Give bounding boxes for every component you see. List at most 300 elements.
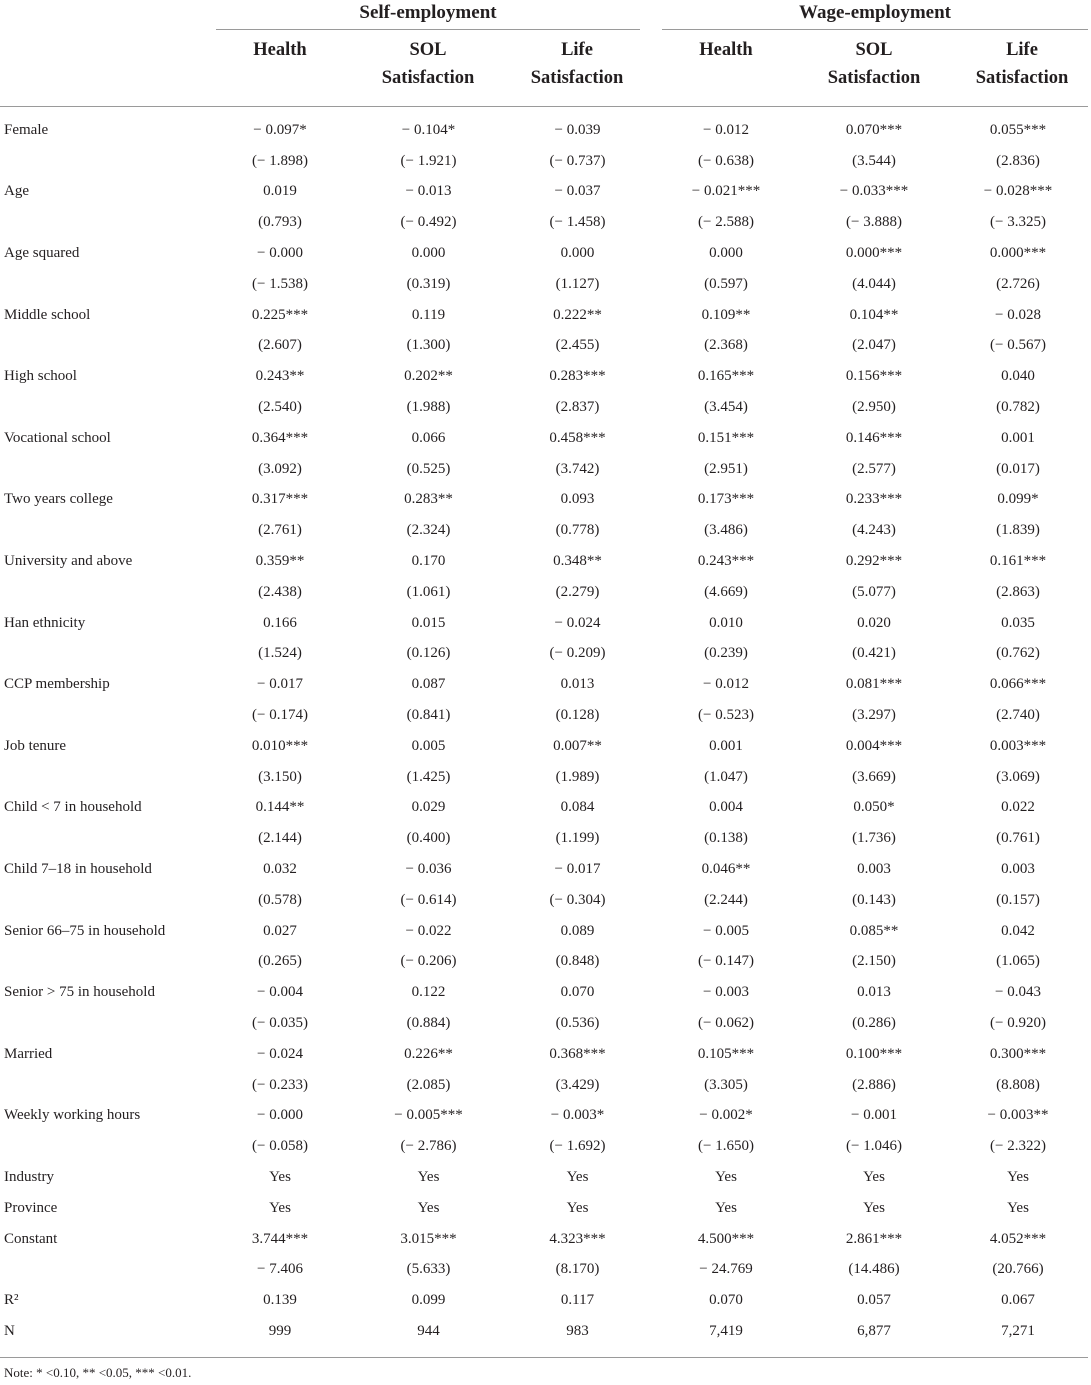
table-cell: 0.032 <box>263 861 297 878</box>
table-cell: − 0.000 <box>257 245 303 262</box>
table-cell: 0.027 <box>263 922 297 939</box>
table-cell: (1.989) <box>555 768 600 785</box>
regression-table <box>0 115 1088 1347</box>
table-cell: (0.884) <box>406 1015 451 1031</box>
table-row <box>0 793 1088 824</box>
table-cell: − 0.039 <box>554 121 601 138</box>
table-cell: (2.837) <box>555 399 600 416</box>
row-label: Job tenure <box>4 737 67 754</box>
table-cell: (− 0.523) <box>698 707 754 724</box>
table-cell: 7,271 <box>1001 1322 1035 1339</box>
table-cell: (3.486) <box>704 522 748 539</box>
table-cell: − 0.003* <box>550 1107 605 1124</box>
table-cell: (3.150) <box>258 768 302 785</box>
row-label: University and above <box>4 553 133 570</box>
col-header-self-health: Health <box>253 40 307 60</box>
table-cell: 0.085** <box>849 922 899 939</box>
row-label: Province <box>4 1199 58 1216</box>
row-label <box>0 762 206 793</box>
table-row <box>0 823 1088 854</box>
row-label: Female <box>4 121 49 138</box>
table-cell: (− 0.174) <box>252 707 308 724</box>
table-row <box>0 1008 1088 1039</box>
table-cell: Yes <box>863 1168 885 1185</box>
table-row <box>0 207 1088 238</box>
row-label <box>0 207 206 238</box>
table-cell: 0.000*** <box>845 245 903 262</box>
table-row <box>0 731 1088 762</box>
table-cell: − 0.012 <box>703 676 749 693</box>
table-cell: (− 2.588) <box>698 214 754 231</box>
table-cell: (3.429) <box>555 1076 600 1093</box>
table-row <box>0 115 1088 146</box>
table-cell: − 0.024 <box>257 1045 303 1062</box>
table-cell: 0.029 <box>411 799 446 816</box>
table-row <box>0 1285 1088 1316</box>
table-cell: (− 0.206) <box>400 953 457 970</box>
table-cell: (3.092) <box>258 460 302 477</box>
table-cell: (3.454) <box>704 399 748 416</box>
table-cell: (1.839) <box>996 522 1040 539</box>
table-cell: 0.000*** <box>989 245 1047 262</box>
table-cell: − 0.013 <box>405 183 452 200</box>
row-label: Two years college <box>4 491 113 508</box>
table-cell: (0.017) <box>996 460 1040 477</box>
row-label <box>0 823 206 854</box>
table-cell: − 7.406 <box>257 1261 303 1278</box>
row-label: N <box>4 1322 15 1339</box>
table-cell: Yes <box>715 1168 737 1185</box>
table-cell: (2.540) <box>258 399 302 416</box>
row-label <box>0 392 206 423</box>
table-cell: (0.578) <box>258 891 302 908</box>
table-row <box>0 454 1088 485</box>
table-row <box>0 392 1088 423</box>
table-cell: − 0.037 <box>554 183 601 200</box>
table-cell: 0.105*** <box>697 1045 755 1062</box>
row-label <box>0 1008 206 1039</box>
table-cell: 0.066 <box>411 429 446 446</box>
table-cell: (− 0.058) <box>252 1138 308 1155</box>
table-cell: 0.151*** <box>697 429 755 446</box>
table-cell: 0.348** <box>553 553 602 570</box>
row-label <box>0 1070 206 1101</box>
table-cell: 0.000 <box>709 245 743 262</box>
table-cell: 0.070*** <box>845 121 903 138</box>
table-cell: 0.000 <box>560 245 595 262</box>
table-cell: (2.150) <box>852 953 896 970</box>
table-cell: (− 1.650) <box>698 1138 754 1155</box>
row-label: CCP membership <box>4 676 110 693</box>
table-cell: (− 1.538) <box>252 275 308 292</box>
table-cell: 0.099 <box>411 1292 446 1309</box>
table-cell: 0.317*** <box>251 491 309 508</box>
table-cell: Yes <box>417 1168 440 1185</box>
table-row <box>0 854 1088 885</box>
table-cell: (2.368) <box>704 337 748 354</box>
table-cell: (0.421) <box>852 645 896 662</box>
table-cell: 0.144** <box>255 799 305 816</box>
table-row <box>0 1162 1088 1193</box>
table-row <box>0 177 1088 208</box>
table-cell: 0.004*** <box>845 737 903 754</box>
row-label: Han ethnicity <box>4 614 86 631</box>
table-cell: (2.607) <box>258 337 302 354</box>
group-header-wage-employment: Wage-employment <box>799 2 951 23</box>
table-cell: − 24.769 <box>699 1261 753 1278</box>
table-cell: 3.744*** <box>251 1230 309 1247</box>
table-cell: (2.324) <box>406 522 451 539</box>
table-cell: 0.146*** <box>845 429 903 446</box>
table-cell: 0.104** <box>849 306 899 323</box>
table-cell: (3.669) <box>852 768 896 785</box>
table-cell: − 0.028*** <box>983 183 1053 200</box>
table-cell: Yes <box>1007 1199 1029 1216</box>
table-cell: (0.286) <box>852 1015 896 1031</box>
table-cell: (1.425) <box>406 768 451 785</box>
table-cell: Yes <box>269 1168 291 1185</box>
table-cell: − 0.003 <box>703 984 749 1001</box>
table-cell: − 0.097* <box>253 121 307 138</box>
table-row <box>0 1254 1088 1285</box>
table-cell: (2.047) <box>852 337 896 354</box>
table-cell: (0.265) <box>258 953 302 970</box>
row-label <box>0 515 206 546</box>
table-row <box>0 361 1088 392</box>
table-cell: 0.283*** <box>549 368 606 385</box>
table-cell: (0.138) <box>704 830 748 847</box>
table-row <box>0 1224 1088 1255</box>
table-cell: (0.761) <box>996 830 1040 847</box>
table-cell: 0.035 <box>1001 614 1035 631</box>
row-label: Senior > 75 in household <box>4 984 155 1001</box>
table-cell: 0.084 <box>560 799 595 816</box>
row-label <box>0 700 206 731</box>
table-cell: 0.005 <box>411 737 446 754</box>
table-cell: 0.165*** <box>697 368 755 385</box>
table-cell: − 0.004 <box>257 984 303 1001</box>
row-label: Senior 66–75 in household <box>4 922 166 939</box>
table-cell: (1.199) <box>555 830 600 847</box>
table-cell: − 0.005 <box>703 922 749 939</box>
table-cell: 0.020 <box>857 614 891 631</box>
table-cell: (2.951) <box>704 460 748 477</box>
table-cell: 0.089 <box>560 922 595 939</box>
table-cell: (− 0.920) <box>990 1015 1046 1031</box>
table-cell: 4.052*** <box>989 1230 1047 1247</box>
table-cell: (5.633) <box>406 1261 451 1278</box>
table-cell: (− 0.062) <box>698 1015 754 1031</box>
table-cell: (− 0.304) <box>549 891 606 908</box>
table-row <box>0 1101 1088 1132</box>
table-cell: 0.119 <box>411 306 446 323</box>
table-cell: 0.003*** <box>989 737 1047 754</box>
table-cell: (2.144) <box>258 830 302 847</box>
table-cell: 0.040 <box>1001 368 1035 385</box>
table-cell: (0.128) <box>555 707 600 724</box>
table-cell: (2.438) <box>258 583 302 600</box>
table-row <box>0 485 1088 516</box>
table-cell: − 0.022 <box>405 922 452 939</box>
table-cell: (− 0.567) <box>990 337 1046 354</box>
group-underline-wage-employment <box>662 29 1088 30</box>
table-cell: (2.740) <box>996 707 1040 724</box>
table-cell: (1.061) <box>406 583 451 600</box>
table-cell: 0.019 <box>263 183 297 200</box>
row-label <box>0 331 206 362</box>
table-cell: (0.126) <box>406 645 451 662</box>
table-cell: 0.109** <box>701 306 751 323</box>
table-cell: (0.841) <box>406 707 451 724</box>
table-cell: (0.143) <box>852 891 896 908</box>
table-cell: (2.950) <box>852 399 896 416</box>
table-cell: 0.139 <box>263 1292 297 1309</box>
table-cell: (− 1.046) <box>846 1138 902 1155</box>
row-label: Child < 7 in household <box>4 799 142 816</box>
table-cell: Yes <box>715 1199 737 1216</box>
table-cell: (2.761) <box>258 522 302 539</box>
table-row <box>0 639 1088 670</box>
table-row <box>0 608 1088 639</box>
table-cell: − 0.036 <box>405 861 452 878</box>
table-cell: Yes <box>1007 1168 1029 1185</box>
table-cell: (− 1.921) <box>400 152 457 169</box>
table-cell: 0.364*** <box>251 429 309 446</box>
table-cell: 0.057 <box>857 1292 891 1309</box>
table-cell: (2.279) <box>555 583 600 600</box>
table-cell: (− 1.458) <box>549 214 606 231</box>
table-cell: (2.577) <box>852 460 896 477</box>
table-row <box>0 515 1088 546</box>
row-label <box>0 639 206 670</box>
table-cell: (0.778) <box>555 522 600 539</box>
table-cell: (0.239) <box>704 645 748 662</box>
table-cell: 0.222** <box>553 306 602 323</box>
table-cell: (2.455) <box>555 337 600 354</box>
row-label: Age squared <box>4 245 80 262</box>
table-row <box>0 269 1088 300</box>
table-row <box>0 669 1088 700</box>
col-header-self-sol-satisfaction: SOL Satisfaction <box>381 40 475 88</box>
table-cell: − 0.002* <box>699 1107 753 1124</box>
table-cell: 0.166 <box>263 614 297 631</box>
table-cell: (2.085) <box>406 1076 451 1093</box>
table-cell: (− 0.209) <box>549 645 606 662</box>
table-cell: 0.283** <box>404 491 453 508</box>
table-cell: 0.099* <box>997 491 1039 508</box>
table-row <box>0 146 1088 177</box>
table-cell: 0.055*** <box>989 121 1047 138</box>
table-cell: (4.044) <box>852 275 896 292</box>
row-label <box>0 885 206 916</box>
table-row <box>0 1193 1088 1224</box>
table-cell: (− 1.898) <box>252 152 308 169</box>
table-body <box>0 115 1088 1347</box>
table-cell: − 0.028 <box>995 306 1041 323</box>
table-cell: 0.001 <box>709 737 743 754</box>
table-cell: (8.170) <box>555 1261 600 1278</box>
table-row <box>0 947 1088 978</box>
table-cell: (0.319) <box>406 275 451 292</box>
row-label: Middle school <box>4 306 91 323</box>
table-cell: 0.003 <box>857 861 891 878</box>
row-label: Married <box>4 1045 53 1062</box>
col-header-wage-life-satisfaction: Life Satisfaction <box>975 40 1069 88</box>
row-label <box>0 146 206 177</box>
table-row <box>0 1070 1088 1101</box>
table-note: Note: * <0.10, ** <0.05, *** <0.01. <box>4 1365 192 1380</box>
table-cell: 0.300*** <box>989 1045 1047 1062</box>
table-cell: − 0.021*** <box>691 183 761 200</box>
col-header-self-life-satisfaction: Life Satisfaction <box>530 40 624 88</box>
table-cell: 0.015 <box>411 614 446 631</box>
table-cell: 0.003 <box>1001 861 1035 878</box>
table-cell: (3.069) <box>996 768 1040 785</box>
table-cell: 0.093 <box>560 491 595 508</box>
table-row <box>0 1316 1088 1347</box>
table-cell: (0.782) <box>996 399 1040 416</box>
table-cell: (2.863) <box>996 583 1040 600</box>
row-label: High school <box>4 368 77 385</box>
table-cell: − 0.104* <box>401 121 456 138</box>
table-cell: (3.297) <box>852 707 896 724</box>
row-label: Age <box>4 183 29 200</box>
table-row <box>0 1131 1088 1162</box>
table-cell: 0.007** <box>553 737 602 754</box>
table-cell: 0.042 <box>1001 922 1035 939</box>
table-cell: (20.766) <box>992 1261 1044 1278</box>
table-cell: 0.292*** <box>845 553 903 570</box>
table-cell: (2.726) <box>996 275 1040 292</box>
table-cell: 0.156*** <box>845 368 903 385</box>
col-header-wage-health: Health <box>699 40 753 60</box>
table-cell: 2.861*** <box>845 1230 903 1247</box>
table-cell: (1.988) <box>406 399 451 416</box>
table-cell: (1.300) <box>406 337 451 354</box>
table-cell: (5.077) <box>852 583 896 600</box>
table-cell: Yes <box>417 1199 440 1216</box>
row-label <box>0 577 206 608</box>
table-cell: 0.170 <box>411 553 446 570</box>
table-cell: − 0.017 <box>257 676 303 693</box>
table-cell: 0.010 <box>709 614 743 631</box>
table-cell: 0.070 <box>709 1292 743 1309</box>
table-row <box>0 916 1088 947</box>
table-cell: (− 0.035) <box>252 1015 308 1031</box>
table-cell: (0.536) <box>555 1015 600 1031</box>
row-label: Vocational school <box>4 429 111 446</box>
table-cell: − 0.033*** <box>839 183 909 200</box>
table-cell: 0.000 <box>411 245 446 262</box>
row-label <box>0 947 206 978</box>
table-cell: (− 0.147) <box>698 953 754 970</box>
header-rule <box>0 106 1088 107</box>
table-row <box>0 546 1088 577</box>
table-row <box>0 331 1088 362</box>
table-row <box>0 885 1088 916</box>
row-label: R² <box>4 1292 19 1309</box>
table-cell: 0.202** <box>404 368 453 385</box>
table-cell: (0.400) <box>406 830 451 847</box>
table-cell: 0.013 <box>560 676 595 693</box>
table-cell: (4.669) <box>704 583 748 600</box>
table-cell: − 0.000 <box>257 1107 303 1124</box>
row-label <box>0 454 206 485</box>
table-cell: 0.081*** <box>845 676 903 693</box>
table-cell: (2.244) <box>704 891 748 908</box>
table-row <box>0 577 1088 608</box>
table-row <box>0 977 1088 1008</box>
table-row <box>0 238 1088 269</box>
table-cell: (2.886) <box>852 1076 896 1093</box>
table-cell: (8.808) <box>996 1076 1040 1093</box>
row-label <box>0 1254 206 1285</box>
table-cell: 4.500*** <box>697 1230 755 1247</box>
table-cell: 0.117 <box>560 1292 595 1309</box>
table-cell: (− 0.233) <box>252 1076 308 1093</box>
row-label: Weekly working hours <box>4 1107 141 1124</box>
table-cell: (1.736) <box>852 830 896 847</box>
table-cell: 0.087 <box>411 676 446 693</box>
table-cell: (14.486) <box>848 1261 900 1278</box>
table-row <box>0 700 1088 731</box>
table-cell: 0.173*** <box>697 491 755 508</box>
table-cell: (0.848) <box>555 953 600 970</box>
table-cell: (− 0.737) <box>549 152 606 169</box>
table-row <box>0 423 1088 454</box>
table-cell: (0.762) <box>996 645 1040 662</box>
table-cell: − 0.001 <box>851 1107 897 1124</box>
table-cell: Yes <box>566 1168 589 1185</box>
table-cell: 999 <box>268 1322 292 1339</box>
table-cell: − 0.003** <box>987 1107 1049 1124</box>
table-cell: (0.157) <box>996 891 1040 908</box>
table-cell: − 0.024 <box>554 614 601 631</box>
table-cell: 4.323*** <box>549 1230 606 1247</box>
row-label <box>0 269 206 300</box>
row-label: Child 7–18 in household <box>4 861 152 878</box>
table-cell: 0.458*** <box>549 429 606 446</box>
group-underline-self-employment <box>216 29 640 30</box>
table-cell: 0.368*** <box>549 1045 606 1062</box>
table-cell: Yes <box>269 1199 291 1216</box>
row-label: Constant <box>4 1230 58 1247</box>
table-row <box>0 762 1088 793</box>
table-cell: 0.100*** <box>845 1045 903 1062</box>
table-cell: 0.046** <box>701 861 751 878</box>
table-cell: (3.305) <box>704 1076 748 1093</box>
table-cell: 0.066*** <box>989 676 1047 693</box>
table-cell: (3.742) <box>555 460 600 477</box>
table-cell: (− 2.322) <box>990 1138 1046 1155</box>
table-cell: 0.243*** <box>697 553 755 570</box>
table-cell: − 0.017 <box>554 861 601 878</box>
row-label: Industry <box>4 1168 54 1185</box>
table-cell: (0.793) <box>258 214 302 231</box>
table-cell: (3.544) <box>852 152 896 169</box>
table-cell: − 0.012 <box>703 121 749 138</box>
table-cell: 0.010*** <box>251 737 309 754</box>
table-cell: (0.597) <box>704 275 748 292</box>
table-cell: 0.001 <box>1001 429 1035 446</box>
table-cell: (− 3.325) <box>990 214 1046 231</box>
table-cell: 3.015*** <box>400 1230 457 1247</box>
table-cell: 0.013 <box>857 984 891 1001</box>
table-cell: (− 1.692) <box>549 1138 606 1155</box>
table-cell: 944 <box>417 1322 440 1339</box>
table-cell: 0.022 <box>1001 799 1035 816</box>
table-cell: 0.004 <box>709 799 743 816</box>
